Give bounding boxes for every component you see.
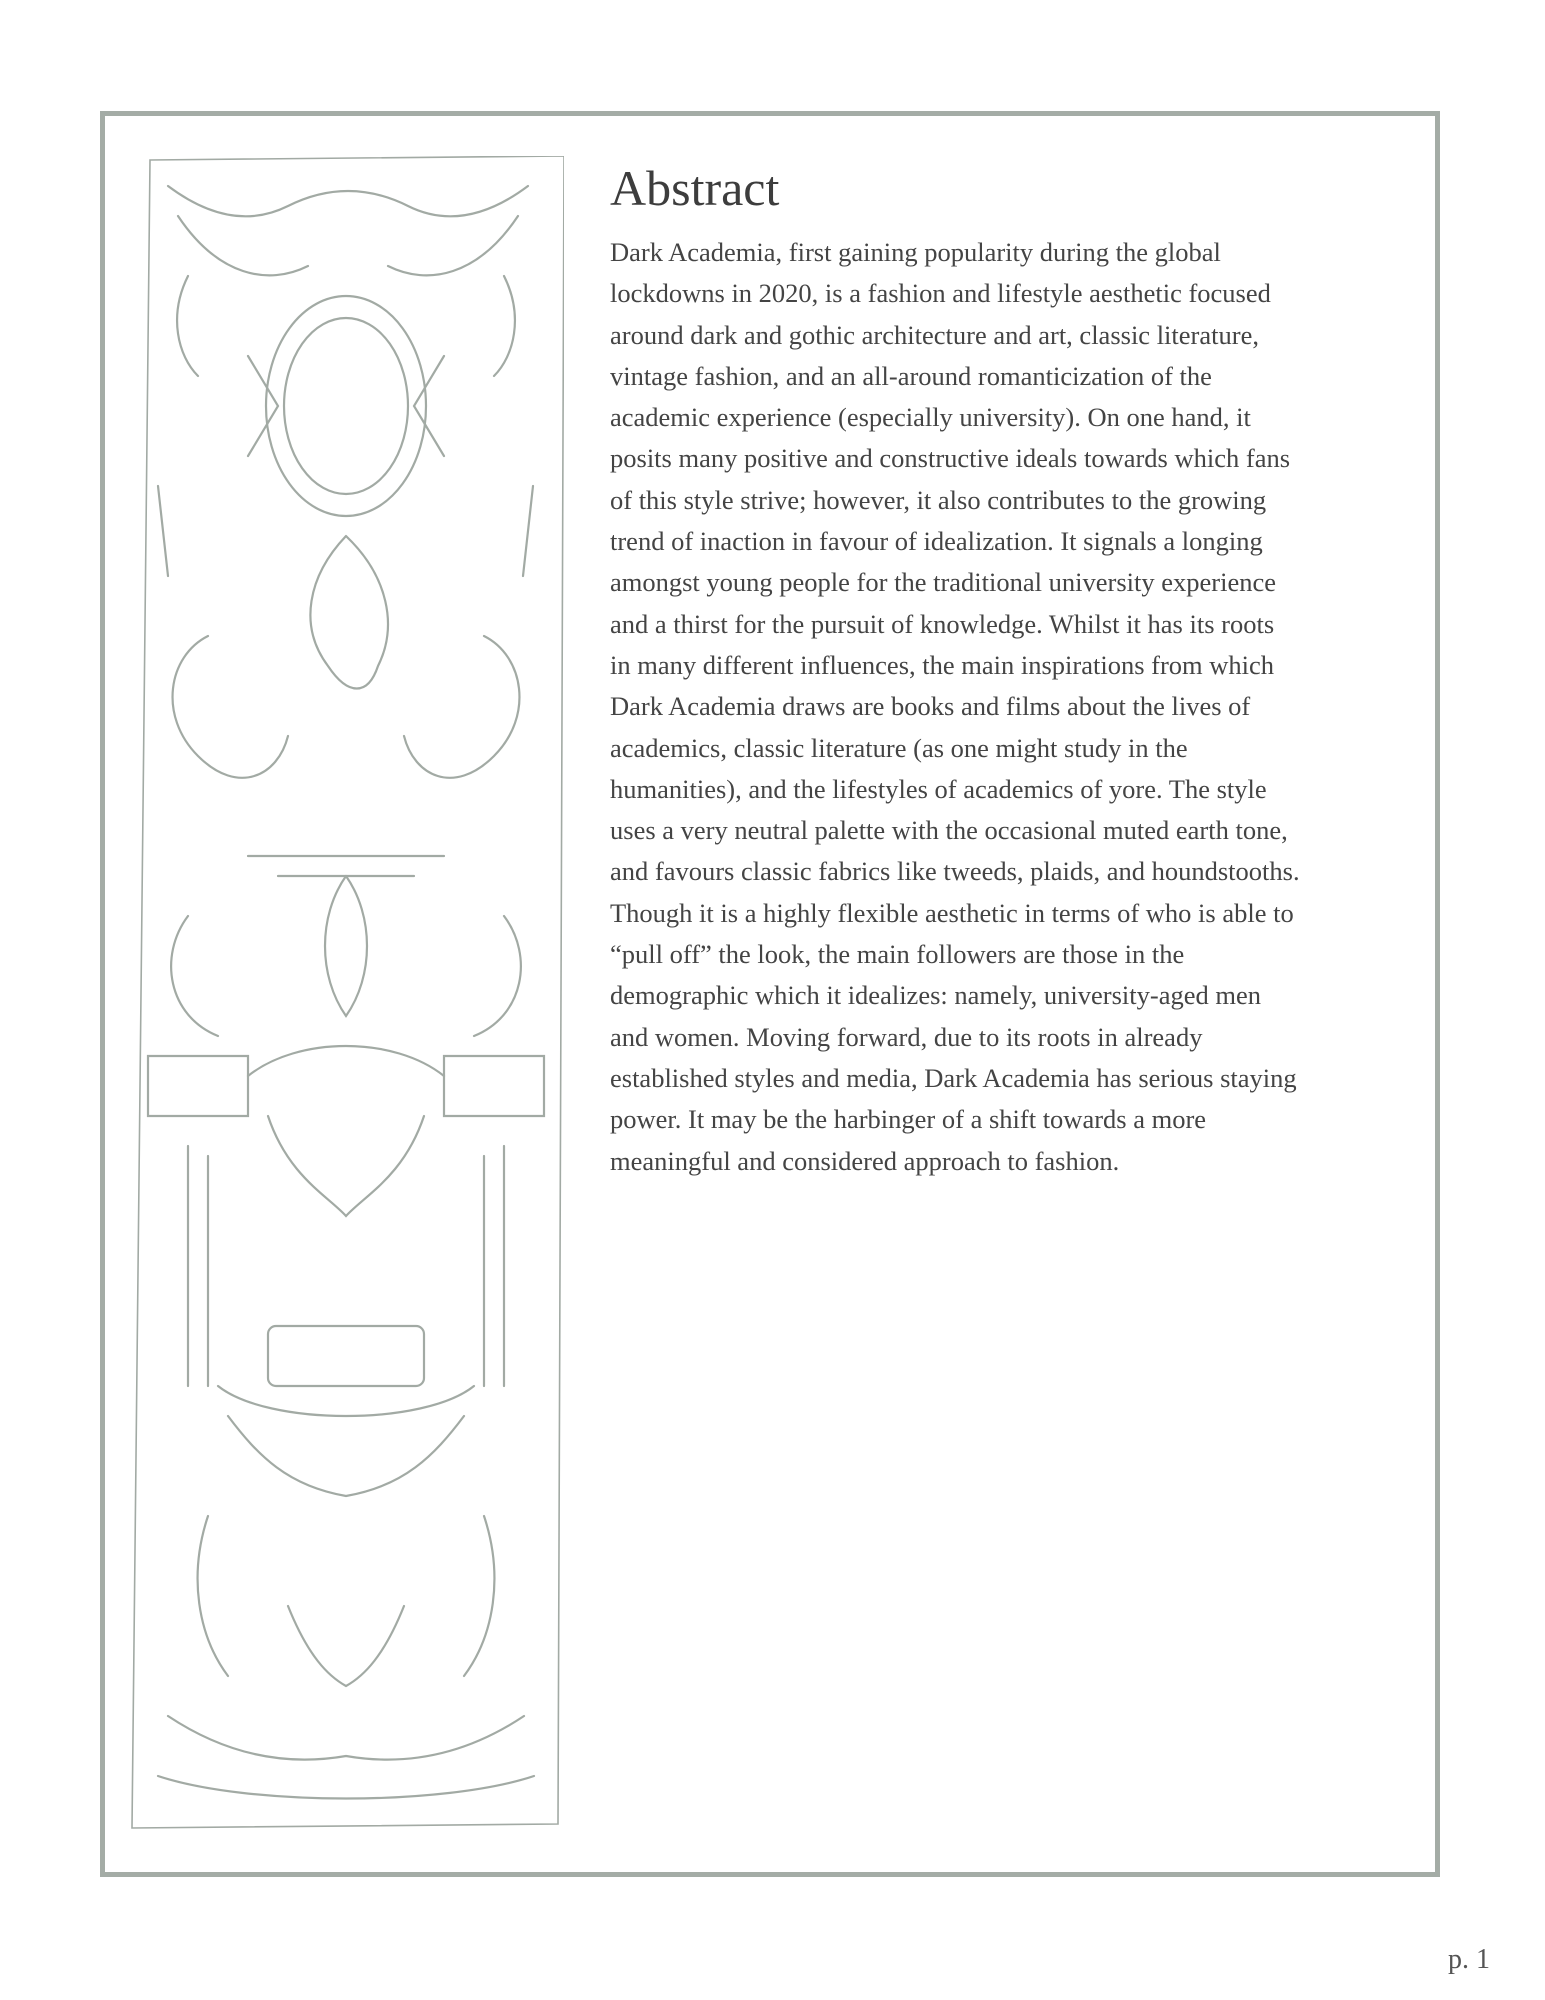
abstract-line: lockdowns in 2020, is a fashion and lifestyle aesthetic focused <box>610 278 1271 309</box>
abstract-line: vintage fashion, and an all-around romanticization of the <box>610 360 1212 391</box>
rococo-ornament-panel-icon <box>128 156 564 1832</box>
abstract-line: and a thirst for the pursuit of knowledge. Whilst it has its roots <box>610 608 1275 639</box>
abstract-line: established styles and media, Dark Academia has serious staying <box>610 1062 1297 1093</box>
abstract-line: and women. Moving forward, due to its roots in already <box>610 1021 1203 1052</box>
abstract-line: Though it is a highly flexible aesthetic in terms of who is able to <box>610 897 1294 928</box>
abstract-line: Dark Academia, first gaining popularity during the global <box>610 237 1221 267</box>
abstract-line: trend of inaction in favour of idealization. It signals a longing <box>610 526 1263 557</box>
abstract-line: academic experience (especially university). On one hand, it <box>610 402 1251 433</box>
abstract-line: of this style strive; however, it also contributes to the growing <box>610 484 1267 515</box>
abstract-line: academics, classic literature (as one might study in the <box>610 732 1188 763</box>
abstract-line: Dark Academia draws are books and films about the lives of <box>610 691 1251 722</box>
abstract-line: uses a very neutral palette with the occasional muted earth tone, <box>610 815 1288 846</box>
abstract-line: demographic which it idealizes: namely, university-aged men <box>610 980 1261 1011</box>
abstract-line: in many different influences, the main inspirations from which <box>610 649 1275 680</box>
abstract-line: around dark and gothic architecture and art, classic literature, <box>610 319 1259 350</box>
abstract-line: amongst young people for the traditional university experience <box>610 567 1276 598</box>
abstract-line: power. It may be the harbinger of a shift towards a more <box>610 1104 1207 1135</box>
abstract-line: “pull off” the look, the main followers are those in the <box>610 939 1185 970</box>
abstract-line: posits many positive and constructive ideals towards which fans <box>610 443 1291 474</box>
abstract-line: humanities), and the lifestyles of academics of yore. The style <box>610 773 1267 804</box>
abstract-body <box>610 232 1390 1182</box>
page-number: p. 1 <box>1448 1944 1490 1975</box>
abstract-line: meaningful and considered approach to fashion. <box>610 1145 1120 1176</box>
abstract-heading: Abstract <box>610 160 780 216</box>
abstract-line: and favours classic fabrics like tweeds, plaids, and houndstooths. <box>610 856 1300 887</box>
